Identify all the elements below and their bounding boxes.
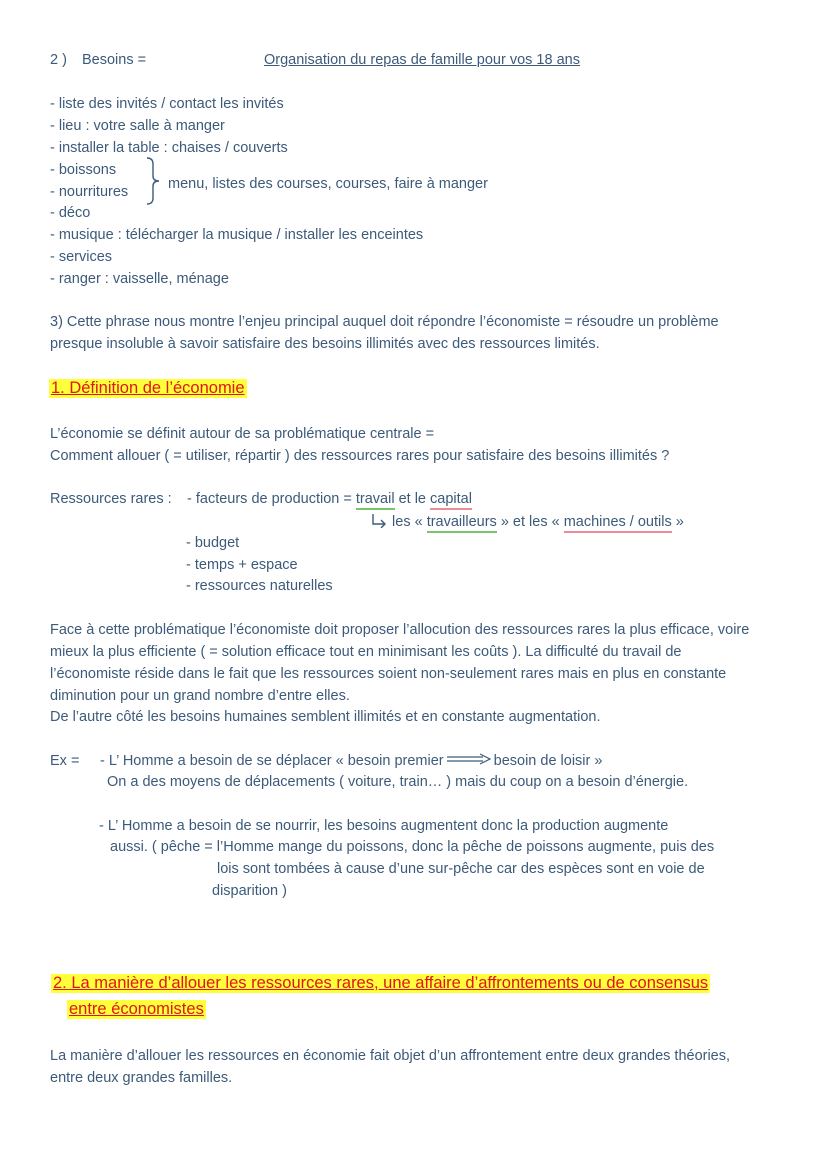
double-arrow-icon [446,753,492,765]
section3-line: 3) Cette phrase nous montre l’enjeu principal auquel doit répondre l’économiste = résoudre un problème [50,314,719,330]
needs-item: - services [50,249,113,265]
factors-line [187,491,472,507]
needs-item: - ranger : vaisselle, ménage [50,271,229,287]
les-text: les « [388,514,427,530]
example1-part2: besoin de loisir » [493,753,603,769]
needs-item: - musique : télécharger la musique / installer les enceintes [50,227,424,243]
travail-word: travail [356,491,395,510]
section-title: Organisation du repas de famille pour vos 18 ans [264,52,580,68]
needs-item: - nourritures [50,184,129,200]
example2-line: lois sont tombées à cause d’une sur-pêche car des espèces sont en voie de [217,861,705,877]
closing-line: entre deux grandes familles. [50,1070,233,1086]
close-quote: » [671,514,684,530]
needs-item: - installer la table : chaises / couverts [50,140,288,156]
hook-arrow-icon [370,513,388,528]
ressource-item: - budget [186,535,240,551]
definition-line: Comment allouer ( = utiliser, répartir ) des ressources rares pour satisfaire des besoins illimités ? [50,448,670,464]
needs-item: - lieu : votre salle à manger [50,118,225,134]
section-label: Besoins = [82,52,147,68]
needs-item: - déco [50,205,91,221]
example2-line: - L’ Homme a besoin de se nourrir, les besoins augmentent donc la production augmente [99,818,669,834]
examples-label: Ex = [50,753,80,769]
factors-detail-line [370,513,684,530]
section3-line: presque insoluble à savoir satisfaire des besoins illimités avec des ressources limités. [50,336,600,352]
paragraph-line: Face à cette problématique l’économiste doit proposer l’allocution des ressources rares la plus efficace, voire [50,622,750,638]
example2-line: disparition ) [212,883,287,899]
example2-line: aussi. ( pêche = l’Homme mange du poissons, donc la pêche de poissons augmente, puis des [110,839,715,855]
brace-note: menu, listes des courses, courses, faire à manger [168,176,488,192]
curly-brace-icon [145,157,161,205]
closing-line: La manière d’allouer les ressources en économie fait objet d’un affrontement entre deux grandes théories, [50,1048,731,1064]
paragraph-line: l’économiste réside dans le fait que les ressources soient non-seulement rares mais en plus en constante [50,666,727,682]
heading-definition: 1. Définition de l’économie [51,379,245,397]
paragraph-line: mieux la plus efficiente ( = solution efficace tout en minimisant les coûts ). La difficulté du travail de [50,644,682,660]
section-number: 2 ) [50,52,67,68]
example1-part1: - L’ Homme a besoin de se déplacer « besoin premier [100,753,444,769]
needs-item: - boissons [50,162,117,178]
ressource-item: - temps + espace [186,557,298,573]
heading-allocation: 2. La manière d’allouer les ressources rares, une affaire d’affrontements ou de consensus [53,974,709,992]
machines-word: machines / outils [564,514,672,533]
factors-prefix: - facteurs de production = [187,491,356,507]
capital-word: capital [430,491,472,510]
travailleurs-word: travailleurs [427,514,497,533]
definition-line: L’économie se définit autour de sa problématique centrale = [50,426,435,442]
ressource-item: - ressources naturelles [186,578,333,594]
heading-allocation-line2: entre économistes [69,1000,204,1018]
example1-line2: On a des moyens de déplacements ( voiture, train… ) mais du coup on a besoin d’énergie. [107,774,689,790]
paragraph-line: diminution pour un grand nombre d’entre elles. [50,688,350,704]
needs-item: - liste des invités / contact les invités [50,96,284,112]
et-les-text: » et les « [496,514,564,530]
ressources-label: Ressources rares : [50,491,172,507]
example1-line1 [100,753,602,769]
paragraph-line: De l’autre côté les besoins humaines semblent illimités et en constante augmentation. [50,709,601,725]
et-le-text: et le [394,491,431,507]
